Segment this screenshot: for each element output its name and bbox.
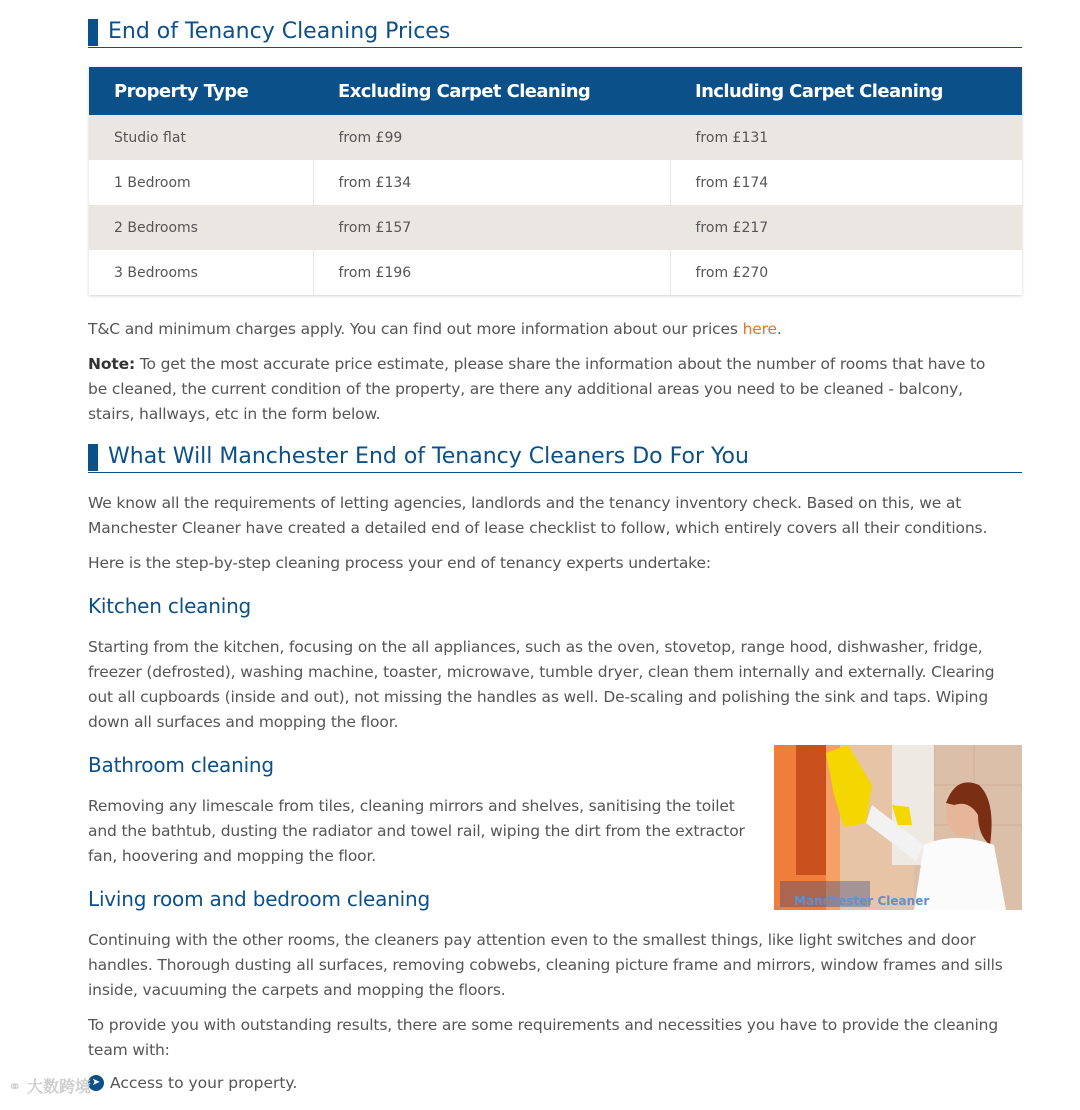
- services-intro: We know all the requirements of letting agencies, landlords and the tenancy inventory check. Based on this, we at Manchester Cleaner have created a detailed end of lease checklist to follow, which entirely covers all their conditions.: [88, 494, 988, 537]
- terms-paragraph: [88, 317, 1022, 342]
- watermark-text: 大数跨境: [26, 1077, 91, 1096]
- note-paragraph: [88, 352, 988, 427]
- arrow-right-icon: ➤: [88, 1075, 104, 1091]
- terms-end: .: [776, 320, 782, 338]
- cleaner-photo: [774, 745, 1022, 910]
- prices-table-header-row: [89, 67, 1022, 115]
- requirement-text: Access to your property.: [110, 1074, 298, 1092]
- section-accent-bar: [88, 444, 98, 471]
- prices-section-title: End of Tenancy Cleaning Prices: [108, 19, 451, 44]
- kitchen-heading: Kitchen cleaning: [88, 594, 252, 618]
- process-intro: Here is the step-by-step cleaning process your end of tenancy experts undertake:: [88, 554, 711, 572]
- header-including-carpet: Including Carpet Cleaning: [670, 67, 1022, 115]
- watermark-icon: ⚭: [8, 1077, 22, 1096]
- photo-caption: Manchester Cleaner: [794, 894, 930, 908]
- table-cell: from £270: [670, 250, 1022, 295]
- watermark-logo: [8, 1074, 91, 1097]
- kitchen-text: Starting from the kitchen, focusing on the all appliances, such as the oven, stovetop, range hood, dishwasher, fridge, freezer (defrosted), washing machine, toaster, microwave, tumble dryer, clean them internally and externally. Clearing out all cupboards (inside and out), not missing the handles as well. De-scaling and polishing the sink and taps. Wiping down all surfaces and mopping the floor.: [88, 638, 995, 731]
- table-cell: Studio flat: [89, 115, 313, 160]
- living-heading: Living room and bedroom cleaning: [88, 887, 431, 911]
- requirements-intro: To provide you with outstanding results, there are some requirements and necessities you have to provide the cleaning team with:: [88, 1016, 999, 1059]
- table-cell: from £217: [670, 205, 1022, 250]
- table-row: [89, 115, 1022, 160]
- table-cell: from £196: [313, 250, 670, 295]
- prices-table: [89, 67, 1022, 295]
- bathroom-heading: Bathroom cleaning: [88, 753, 274, 777]
- list-item: [88, 1074, 297, 1092]
- header-property-type: Property Type: [89, 67, 313, 115]
- prices-info-link[interactable]: here: [742, 320, 777, 338]
- services-section-header: [88, 443, 1022, 473]
- table-cell: from £174: [670, 160, 1022, 205]
- table-cell: 1 Bedroom: [89, 160, 313, 205]
- cleaner-photo-illustration: [774, 745, 1022, 910]
- table-cell: from £99: [313, 115, 670, 160]
- table-cell: 2 Bedrooms: [89, 205, 313, 250]
- prices-section-header: [88, 18, 1022, 48]
- bathroom-text: Removing any limescale from tiles, cleaning mirrors and shelves, sanitising the toilet and the bathtub, dusting the radiator and towel rail, wiping the dirt from the extractor fan, hoovering and mopping the floor.: [88, 797, 745, 865]
- services-section-title: What Will Manchester End of Tenancy Cleaners Do For You: [108, 444, 749, 469]
- table-cell: from £134: [313, 160, 670, 205]
- living-text: Continuing with the other rooms, the cleaners pay attention even to the smallest things, like light switches and door handles. Thorough dusting all surfaces, removing cobwebs, cleaning picture frame and mirrors, window frames and sills inside, vacuuming the carpets and mopping the floors.: [88, 931, 1003, 999]
- table-cell: from £131: [670, 115, 1022, 160]
- note-label: Note:: [88, 355, 135, 373]
- section-accent-bar: [88, 19, 98, 46]
- note-text: To get the most accurate price estimate, please share the information about the number of rooms that have to be cleaned, the current condition of the property, are there any additional areas you need to be cleaned - balcony, stairs, hallways, etc in the form below.: [88, 355, 986, 423]
- header-excluding-carpet: Excluding Carpet Cleaning: [313, 67, 670, 115]
- table-cell: from £157: [313, 205, 670, 250]
- table-cell: 3 Bedrooms: [89, 250, 313, 295]
- terms-text: T&C and minimum charges apply. You can find out more information about our prices: [88, 320, 743, 338]
- table-row: [89, 250, 1022, 295]
- table-row: [89, 160, 1022, 205]
- table-row: [89, 205, 1022, 250]
